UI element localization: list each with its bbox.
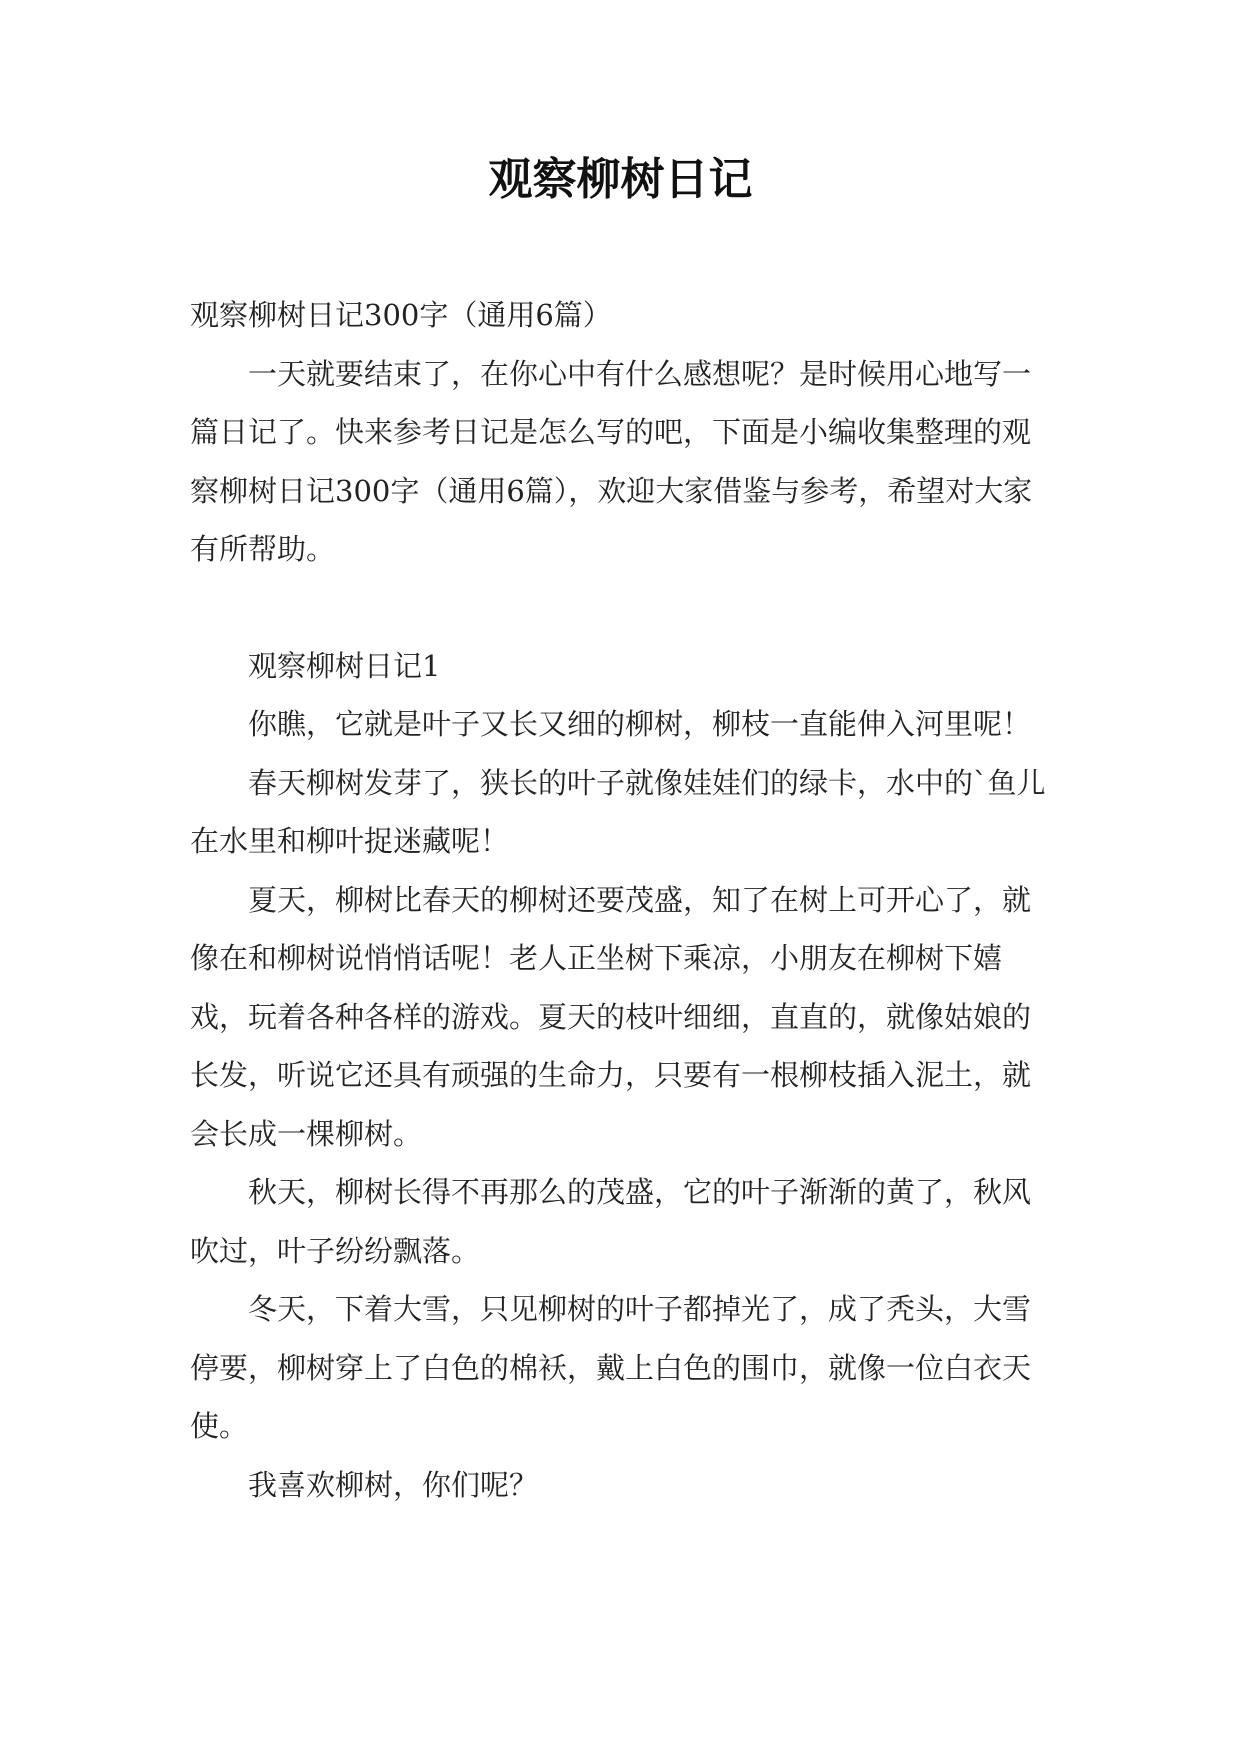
body-paragraph: 春天柳树发芽了，狭长的叶子就像娃娃们的绿卡，水中的`鱼儿在水里和柳叶捉迷藏呢！ [190, 765, 1046, 858]
body-paragraph: 秋天，柳树长得不再那么的茂盛，它的叶子渐渐的黄了，秋风吹过，叶子纷纷飘落。 [190, 1175, 1032, 1268]
body-paragraph: 夏天，柳树比春天的柳树还要茂盛，知了在树上可开心了，就像在和柳树说悄悄话呢！老人正坐树下乘凉，小朋友在柳树下嬉戏，玩着各种各样的游戏。夏天的枝叶细细，直直的，就像姑娘的长发，听说它还具有顽强的生命力，只要有一根柳枝插入泥土，就会长成一棵柳树。 [190, 882, 1032, 1151]
intro-paragraph: 一天就要结束了，在你心中有什么感想呢？是时候用心地写一篇日记了。快来参考日记是怎么写的吧，下面是小编收集整理的观察柳树日记300字（通用6篇），欢迎大家借鉴与参考，希望对大家有所帮助。 [190, 356, 1033, 566]
body-paragraph: 我喜欢柳树，你们呢？ [248, 1467, 539, 1502]
document-title: 观察柳树日记 [488, 154, 753, 205]
body-paragraph: 你瞧，它就是叶子又长又细的柳树，柳枝一直能伸入河里呢！ [248, 707, 1032, 741]
section-heading: 观察柳树日记1 [248, 648, 441, 683]
document-subtitle: 观察柳树日记300字（通用6篇） [190, 298, 612, 332]
body-paragraph: 冬天，下着大雪，只见柳树的叶子都掉光了，成了秃头，大雪停要，柳树穿上了白色的棉袄，戴上白色的围巾，就像一位白衣天使。 [190, 1292, 1032, 1443]
paragraph-gap [190, 579, 1052, 637]
document-body [190, 286, 1052, 1514]
